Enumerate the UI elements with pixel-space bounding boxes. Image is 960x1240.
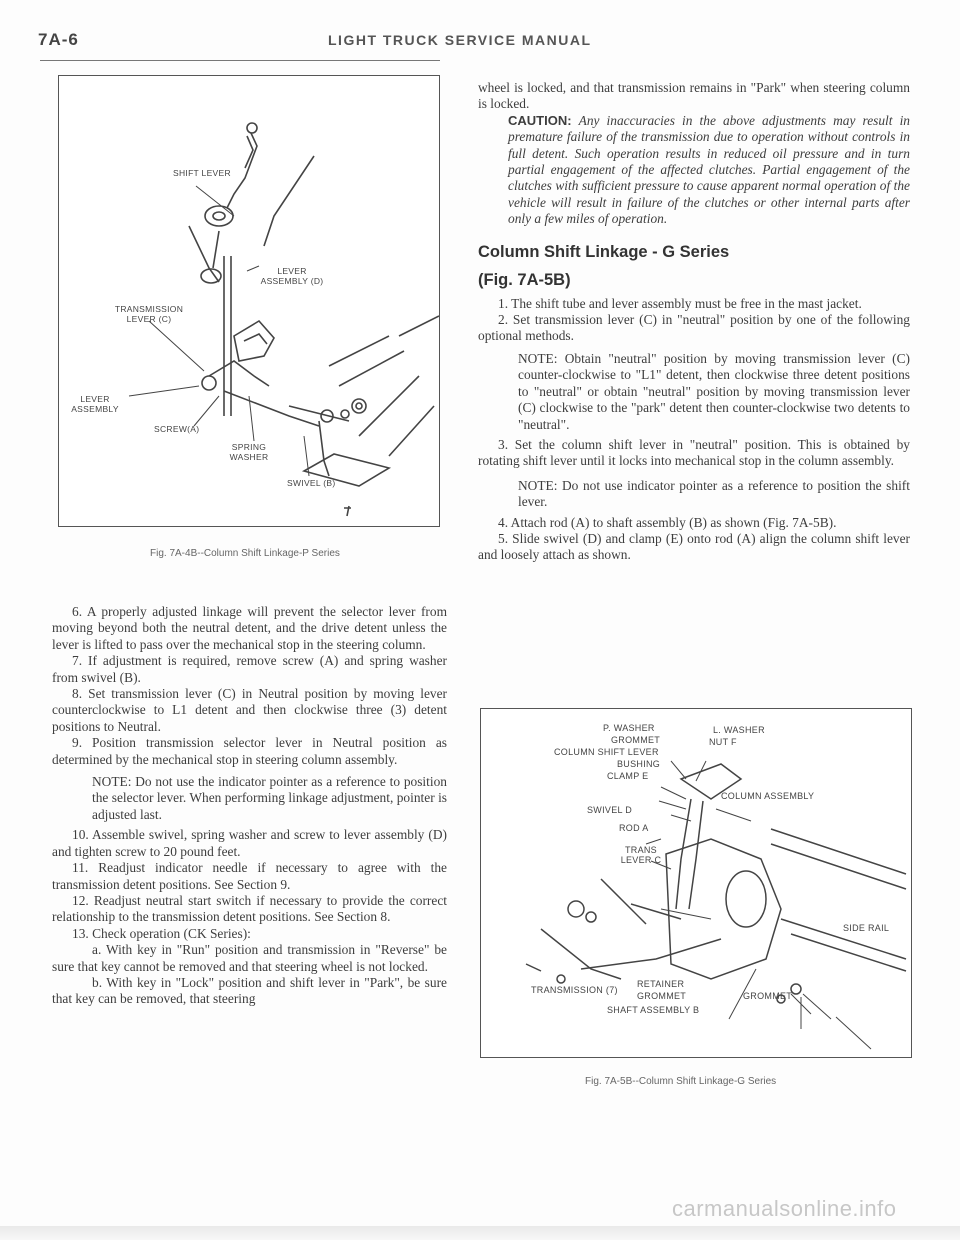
page-header [38,30,920,54]
label-grommet-bottom: GROMMET [637,991,687,1001]
section-subheading: (Fig. 7A-5B) [478,270,571,289]
label-side-rail: SIDE RAIL [843,923,890,933]
label-grommet-top: GROMMET [611,735,661,745]
paragraph-12: 12. Readjust neutral start switch if necessary to provide the correct relationship to the transmission detent positions. See Section 8. [52,892,447,925]
caution-label: CAUTION: [508,112,572,128]
bottom-bar [0,1226,960,1240]
header-rule [40,60,440,61]
paragraph-8: 8. Set transmission lever (C) in Neutral position by moving lever counterclockwise to L1 detent and then clockwise three (3) detent positions to Neutral. [52,686,447,734]
paragraph-10: 10. Assemble swivel, spring washer and screw to lever assembly (D) and tighten screw to 20 pound feet. [52,827,447,859]
caution-block [478,113,910,228]
left-column [52,604,447,1008]
figure-column-shift-p-series [58,75,440,527]
figure-column-shift-g-series [480,708,912,1058]
g-paragraph-2: 2. Set transmission lever (C) in "neutral" position by one of the following optional methods. [478,312,910,344]
label-l-washer: L. WASHER [713,725,765,735]
label-bushing: BUSHING [617,759,661,769]
paragraph-13b: b. With key in "Lock" position and shift lever in "Park", be sure that key can be removed, that steering [52,974,447,1007]
label-grommet-right: GROMMET [743,991,793,1001]
page-number: 7A-6 [38,30,79,49]
label-p-washer: P. WASHER [603,723,655,733]
paragraph-13: 13. Check operation (CK Series): [72,925,251,941]
label-shift-lever: SHIFT LEVER [173,168,231,178]
g-paragraph-3: 3. Set the column shift lever in "neutral" position. This is obtained by rotating shift lever until it locks into mechanical stop in the column assembly. [478,436,910,469]
note-indicator-pointer: NOTE: Do not use the indicator pointer as a reference to position the selector lever. When performing linkage adjustment, pointer is adjusted last. [92,774,447,822]
running-title: LIGHT TRUCK SERVICE MANUAL [328,32,592,48]
right-column [478,80,910,564]
figure1-caption: Fig. 7A-4B--Column Shift Linkage-P Series [150,548,340,559]
g-note-indicator: NOTE: Do not use indicator pointer as a reference to position the shift lever. [518,477,910,510]
paragraph-11: 11. Readjust indicator needle if necessary to agree with the transmission detent positions. See Section 9. [52,860,447,892]
label-column-shift-lever: COLUMN SHIFT LEVER [554,747,659,757]
label-transmission: TRANSMISSION (7) [531,985,618,995]
label-rod-a: ROD A [619,823,649,833]
paragraph-7: 7. If adjustment is required, remove screw (A) and spring washer from swivel (B). [52,653,447,685]
paragraph-9: 9. Position transmission selector lever in Neutral position as determined by the mechanical stop in steering column assembly. [52,735,447,767]
label-lever-assembly-d: LEVER ASSEMBLY (D) [260,266,324,286]
label-retainer: RETAINER [637,979,685,989]
label-column-assembly: COLUMN ASSEMBLY [721,791,815,801]
watermark: carmanualsonline.info [672,1196,897,1221]
g-paragraph-1: 1. The shift tube and lever assembly must be free in the mast jacket. [498,295,862,311]
label-transmission-lever-c: TRANSMISSION LEVER (C) [114,304,184,324]
label-screw-a: SCREW(A) [154,424,200,434]
figure2-caption: Fig. 7A-5B--Column Shift Linkage-G Series [585,1076,777,1087]
label-nut-f: NUT F [709,737,737,747]
label-clamp-e: CLAMP E [607,771,649,781]
paragraph-6: 6. A properly adjusted linkage will prevent the selector lever from moving beyond both the neutral detent, and the drive detent unless the lever is lifted to pass over the mechanical stop in the steering column. [52,604,447,652]
paragraph-13a: a. With key in "Run" position and transmission in "Reverse" be sure that key cannot be removed and that steering wheel is not locked. [52,942,447,974]
caution-text: Any inaccuracies in the above adjustments may result in premature failure of the transmission due to operation without controls in full detent. Such operation results in reduced oil pressure and in turn partial engagement of the affected clutches. Partial engagement of the clutches with sufficient pressure to cause apparent normal operation of the vehicle will result in failure of the clutches or other internal parts after only a few miles of operation. [508,112,910,227]
g-paragraph-5: 5. Slide swivel (D) and clamp (E) onto rod (A) align the column shift lever and loosely attach as shown. [478,530,910,563]
label-shaft-assembly-b: SHAFT ASSEMBLY B [607,1005,700,1015]
continuation-paragraph: wheel is locked, and that transmission remains in "Park" when steering column is locked. [478,80,910,112]
label-trans-lever-c: TRANS LEVER C [620,845,662,865]
section-heading: Column Shift Linkage - G Series [478,242,730,261]
label-swivel-b: SWIVEL (B) [287,478,336,488]
g-paragraph-4: 4. Attach rod (A) to shaft assembly (B) as shown (Fig. 7A-5B). [498,514,837,530]
label-swivel-d: SWIVEL D [587,805,633,815]
g-note-neutral: NOTE: Obtain "neutral" position by moving transmission lever (C) counter-clockwise to "L1" detent, then clockwise three detent positions to "neutral" or obtain "neutral" position by moving transmission lever (C) clockwise to the "park" detent then counter-clockwise two detents to "neutral". [518,350,910,432]
label-lever-assembly: LEVER ASSEMBLY [71,394,119,414]
label-spring-washer: SPRING WASHER [229,442,269,462]
